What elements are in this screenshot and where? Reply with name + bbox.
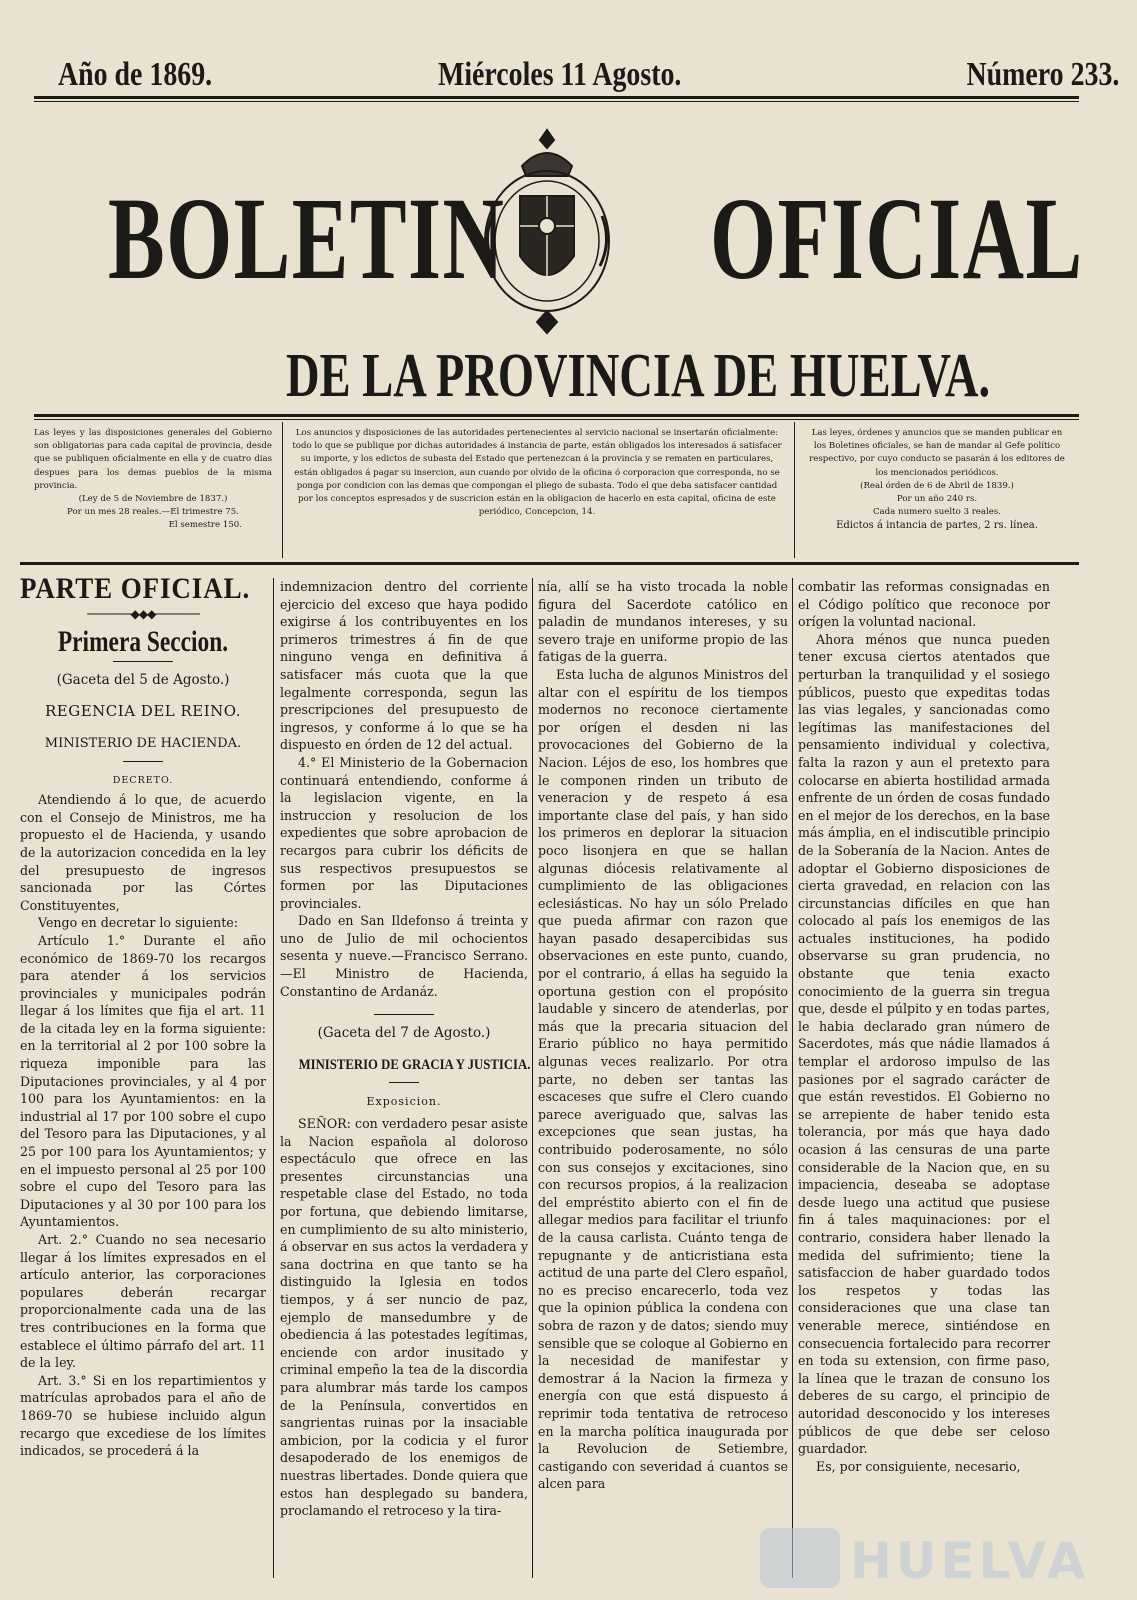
ministry-heading: MINISTERIO DE GRACIA Y JUSTICIA. <box>298 1056 531 1073</box>
top-rule <box>34 96 1079 99</box>
short-rule <box>123 761 163 762</box>
column-4 <box>798 578 1050 1475</box>
regency-heading: REGENCIA DEL REINO. <box>45 702 241 721</box>
info-divider <box>282 422 283 558</box>
ornament-divider: ───────◆◆◆─────── <box>87 606 199 621</box>
masthead-subtitle: DE LA PROVINCIA DE HUELVA. <box>286 342 991 410</box>
ministry-heading: MINISTERIO DE HACIENDA. <box>44 735 242 751</box>
paragraph: Art. 3.° Si en los repartimientos y matrículas aprobados para el año de 1869-70 se hubiese incluido algun recargo que excediese de los límites indicados, se procederá á la <box>20 1372 266 1459</box>
column-divider <box>273 578 274 1578</box>
paragraph: Artículo 1.° Durante el año económico de 1869-70 los recargos para atender á los servicios provinciales y municipales podrán llegar á los límites que fija el art. 11 de la citada ley en la forma siguiente: en la territorial al 2 por 100 sobre la riqueza imponible para las Diputaciones provinciales, y al 4 por 100 para los Ayuntamientos: en la industrial al 17 por 100 sobre el cupo del Tesoro para las Diputaciones, y al 25 por 100 para los Ayuntamientos; y en el impuesto personal al 25 por 100 sobre el cupo del Tesoro para las Diputaciones y al 30 por 100 para los Ayuntamientos. <box>20 932 266 1230</box>
short-rule <box>113 661 173 662</box>
paragraph: nía, allí se ha visto trocada la noble figura del Sacerdote católico en paladin de mundanos intereses, y su severo traje en uniforme propio de las fatigas de la guerra. <box>538 579 788 665</box>
info-announcements-text: Los anuncios y disposiciones de las autoridades pertenecientes al servicio nacional se insertarán oficialmente: todo lo que se publique por dichas autoridades á instancia de parte, están obligados los interesados á satisfacer su importe, y los edictos de subasta del Estado que pertenezcan á la provincia y se rematen en particulares, están obligados á pagar su insercion, aun cuando por olvido de la oficina ó corporacion que corresponda, no se ponga por condicion con las demas que compongan el pliego de subasta. Todo el que deba satisfacer cantidad por los conceptos espresados y de suscricion están en la obligacion de hacerlo en esta capital, oficina de este periódico, Concepcion, 14. <box>292 428 782 518</box>
paragraph: combatir las reformas consignadas en el Código político que reconoce por orígen la voluntad nacional. <box>798 579 1050 630</box>
column-1 <box>20 572 266 1460</box>
info-price-month: Por un mes 28 reales.—El trimestre 75. <box>67 507 239 518</box>
short-rule <box>374 1014 434 1015</box>
paragraph: 4.° El Ministerio de la Gobernacion continuará entendiendo, conforme á la legislacion vigente, en la instruccion y resolucion de los expedientes que sobre aprobacion de recargos para cubrir los déficits de sus respectivos presupuestos se formen por las Diputaciones provinciales. <box>280 754 528 911</box>
info-box-laws <box>34 427 272 533</box>
info-price-semester: El semestre 150. <box>168 520 242 531</box>
info-laws-ref: (Ley de 5 de Noviembre de 1837.) <box>78 494 228 505</box>
paragraph: Esta lucha de algunos Ministros del altar con el espíritu de los tiempos modernos no reconoce ciertamente por orígen el desden ni las provocaciones del Gobierno de la Nacion. Léjos de eso, los hombres que le componen rinden un tributo de veneracion y de respeto á esa importante clase del país, y han sido los primeros en deplorar la situacion poco lisonjera en que se hallan algunas diócesis relativamente al cumplimiento de las obligaciones eclesiásticas. No hay un sólo Prelado que pueda afirmar con razon que hayan pasado desapercibidas sus observaciones en este punto, cuando, por el contrario, á ellas ha seguido la oportuna gestion con el propósito laudable y sincero de atenderlas, por más que la precaria situacion del Erario público no haya permitido algunas veces realizarlo. Por otra parte, no deben ser tantas las escaceses que sufre el Clero cuando parece averiguado que, salvas las excepciones que sean justas, ha contribuido poderosamente, no sólo con sus consejos y excitaciones, sino con recursos propios, á la realizacion del empréstito abierto con el fin de allegar medios para facilitar el triunfo de la causa carlista. Cuánto tenga de repugnante y de anticristiana esta actitud de una parte del Clero español, no es preciso encarecerlo, toda vez que la opinion pública la condena con sobra de razon y de datos; siendo muy sensible que se coloque al Gobierno en la necesidad de manifestar y demostrar á la Nacion la firmeza y energía con que está dispuesto á reprimir toda tentativa de retroceso en la marcha política inaugurada por la Revolucion de Setiembre, castigando con severidad á cuantos se alcen para <box>538 666 788 1492</box>
column-divider <box>792 578 793 1578</box>
paragraph: Vengo en decretar lo siguiente: <box>38 915 238 931</box>
info-price-year: Por un año 240 rs. <box>896 494 978 505</box>
info-price-single: Cada numero suelto 3 reales. <box>872 507 1001 518</box>
paragraph: Dado en San Ildefonso á treinta y uno de Julio de mil ochocientos sesenta y nueve.—Francisco Serrano.—El Ministro de Hacienda, Constantino de Ardanáz. <box>280 913 528 999</box>
header-rule-thin <box>34 419 1079 420</box>
short-rule <box>389 1082 419 1083</box>
info-laws-text: Las leyes y las disposiciones generales del Gobierno son obligatorias para cada capital de provincia, desde que se publiquen oficialmente en ella y de cuatro dias despues para los demas pueblos de la misma provincia. <box>34 428 272 491</box>
paragraph: Ahora ménos que nunca pueden tener excusa ciertos atentados que perturban la tranquilidad y el sosiego públicos, puesto que expeditas todas las vias legales, y sancionadas como legítimas las manifestaciones del pensamiento individual y colectiva, falta la razon y aun el pretexto para colocarse en abierta hostilidad armada enfrente de un órden de cosas fundado en el mejor de los derechos, en la base más ámplia, en el indiscutible principio de la Soberanía de la Nacion. Antes de adoptar el Gobierno disposiciones de cierta gravedad, en relacion con las circunstancias difíciles en que han colocado al país los enemigos de las actuales instituciones, ha podido observarse su gran prudencia, no obstante que tenia exacto conocimiento de la guerra sin tregua que, desde el púlpito y en todas partes, le habia declarado gran número de Sacerdotes, más que nádie llamados á templar el ardoroso impulso de las pasiones por el sagrado carácter de que están revestidos. El Gobierno no se arrepiente de haber tenido esta tolerancia, por más que haya dado ocasion á las censuras de una parte considerable de la Nacion que, en su impaciencia, deseaba se adoptase desde luego una actitud que pusiese fin á tales maquinaciones: por el contrario, considera haber llenado la medida del sufrimiento; tiene la satisfaccion de haber guardado todos los respetos y todas las consideraciones que una clase tan venerable merece, sintiéndose en consecuencia fortalecido para recorrer en toda su extension, con firme paso, la línea que le trazan de consuno los deberes de su cargo, el principio de autoridad desconocido y los intereses públicos de que debe ser celoso guardador. <box>798 631 1050 1457</box>
masthead-title-right: OFICIAL <box>710 173 1084 304</box>
info-divider <box>794 422 795 558</box>
paragraph: indemnizacion dentro del corriente ejercicio del exceso que haya podido exigirse á los contribuyentes en los primeros trimestres á fin de que ninguno venga en definitiva á satisfacer más cuota que la que legalmente corresponda, segun las prescripciones del presupuesto de ingresos, y conforme á lo que se ha dispuesto en órden de 12 del actual. <box>280 579 528 753</box>
issue-line <box>58 56 1119 96</box>
column-divider <box>532 578 533 1578</box>
paragraph: Atendiendo á lo que, de acuerdo con el Consejo de Ministros, me ha propuesto el de Hacienda, y usando de la autorizacion concedida en la ley del presupuesto de ingresos sancionada por las Córtes Constituyentes, <box>20 792 266 913</box>
info-price-edicts: Edictos á intancia de partes, 2 rs. línea. <box>836 520 1038 532</box>
info-box-announcements <box>292 427 782 519</box>
watermark-icon <box>760 1528 840 1588</box>
exposition-heading: Exposicion. <box>366 1095 442 1109</box>
section-heading: PARTE OFICIAL. <box>20 572 251 605</box>
watermark-logo <box>740 1528 1090 1590</box>
watermark-text: HUELVA <box>850 1532 1090 1590</box>
column-3 <box>538 578 788 1493</box>
gazette-reference: (Gaceta del 5 de Agosto.) <box>56 671 230 688</box>
info-box-publishing <box>808 427 1066 533</box>
column-2 <box>280 578 531 1520</box>
paragraph: Art. 2.° Cuando no sea necesario llegar á los límites expresados en el artículo anterior, las corporaciones populares deberán recargar proporcionalmente cada una de las tres contribuciones en la forma que establece el último párrafo del art. 11 de la ley. <box>20 1232 266 1371</box>
top-rule-thin <box>34 101 1079 102</box>
header-rule <box>34 414 1079 417</box>
issue-year: Año de 1869. <box>58 56 213 93</box>
info-publishing-ref: (Real órden de 6 de Abril de 1839.) <box>860 480 1014 491</box>
paragraph: SEÑOR: con verdadero pesar asiste la Nacion española al doloroso espectáculo que ofrece en las presentes circunstancias una respetable clase del Estado, no toda por fortuna, que debiendo limitarse, en cumplimiento de su alto ministerio, á observar en sus actos la verdadera y sana doctrina en que tanto se ha distinguido la Iglesia en todos tiempos, y á ser nuncio de paz, ejemplo de mansedumbre y de obediencia á las potestades legítimas, enciende con ardor inusitado y criminal empeño la tea de la discordia para alumbrar más tarde los campos de la Península, convertidos en sangrientas ruinas por la insaciable ambicion, por la codicia y el furor desapoderado de los enemigos de nuestras libertades. Donde quiera que estos han desplegado su bandera, proclamando el retroceso y la tira- <box>280 1116 528 1519</box>
issue-number: Número 233. <box>966 56 1119 93</box>
paragraph: Es, por consiguiente, necesario, <box>816 1458 1021 1474</box>
decree-heading: DECRETO. <box>112 774 174 786</box>
gazette-reference: (Gaceta del 7 de Agosto.) <box>317 1025 491 1042</box>
subsection-heading: Primera Seccion. <box>57 625 229 659</box>
coat-of-arms-icon <box>472 126 622 336</box>
masthead-title-left: BOLETIN <box>108 173 506 304</box>
issue-date: Miércoles 11 Agosto. <box>438 56 682 93</box>
info-publishing-text: Las leyes, órdenes y anuncios que se manden publicar en los Boletines oficiales, se han de mandar al Gefe político respectivo, por cuyo conducto se pasarán á los editores de los mencionados periódicos. <box>809 428 1065 478</box>
body-rule <box>20 562 1079 565</box>
